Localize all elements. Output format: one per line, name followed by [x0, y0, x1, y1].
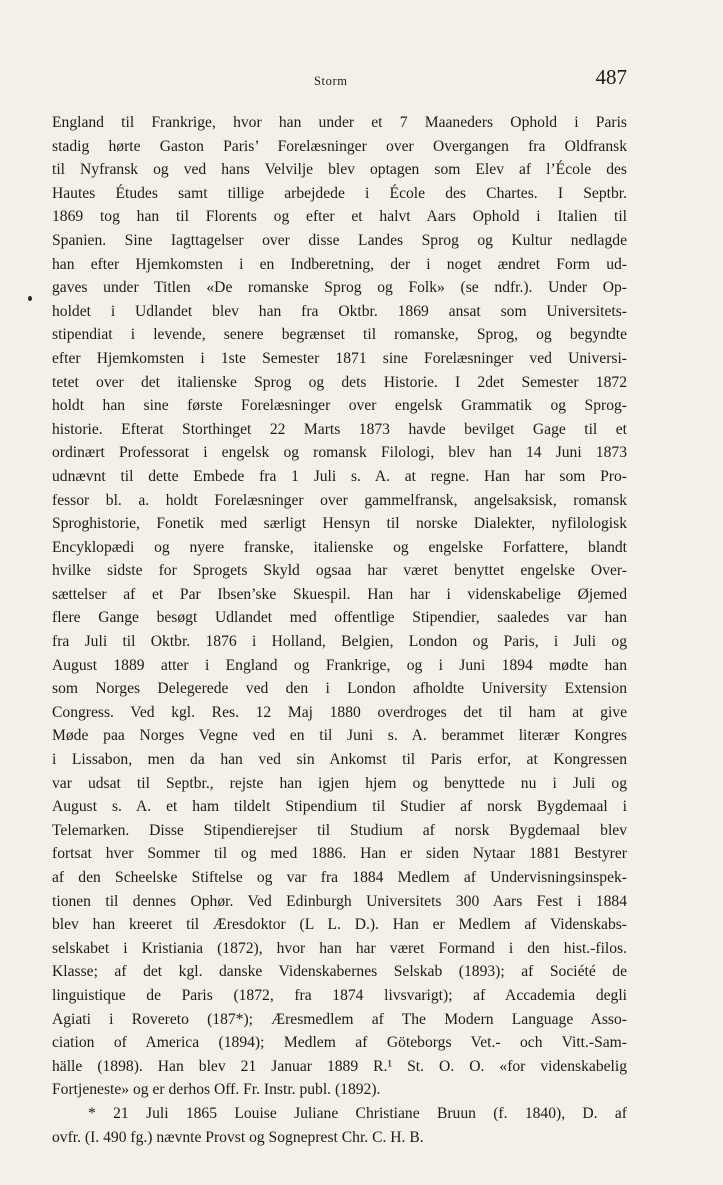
text-line: Klasse; af det kgl. danske Videnskabernes Selskab (1893); af Société de: [52, 963, 627, 981]
text-line: blev han kreeret til Æresdoktor (L L. D.). Han er Medlem af Videnskabs-: [52, 916, 627, 934]
text-line: stadig hørte Gaston Paris’ Forelæsninger over Overgangen fra Oldfransk: [52, 137, 627, 155]
text-line: selskabet i Kristiania (1872), hvor han har været Formand i den hist.-filos.: [52, 939, 627, 957]
text-line: 1869 tog han til Florents og efter et halvt Aars Ophold i Italien til: [52, 208, 627, 226]
text-line: holdt han sine første Forelæsninger over engelsk Grammatik og Sprog-: [52, 397, 627, 415]
text-line: var udsat til Septbr., rejste han igjen hjem og benyttede nu i Juli og: [52, 774, 627, 792]
text-line: fessor bl. a. holdt Forelæsninger over gammelfransk, angelsaksisk, romansk: [52, 491, 627, 509]
text-line: Hautes Études samt tillige arbejdede i École des Chartes. I Septbr.: [52, 184, 627, 202]
text-line: historie. Efterat Storthinget 22 Marts 1873 havde bevilget Gage til et: [52, 420, 627, 438]
text-line: England til Frankrige, hvor han under et 7 Maaneders Ophold i Paris: [52, 114, 627, 131]
text-line: Fortjeneste» og er derhos Off. Fr. Instr. publ. (1892).: [52, 1081, 381, 1099]
text-line: hälle (1898). Han blev 21 Januar 1889 R.¹ St. O. O. «for videnskabelig: [52, 1057, 627, 1075]
text-line: holdet i Udlandet blev han fra Oktbr. 1869 ansat som Universitets-: [52, 302, 627, 320]
text-line: Sproghistorie, Fonetik med særligt Hensyn til norske Dialekter, nyfilologisk: [52, 515, 627, 533]
text-line: hvilke sidste for Sprogets Skyld ogsaa har været benyttet engelske Over-: [52, 562, 627, 580]
text-line: i Lissabon, men da han ved sin Ankomst til Paris erfor, at Kongressen: [52, 751, 627, 769]
text-line: Congress. Ved kgl. Res. 12 Maj 1880 overdroges det til ham at give: [52, 703, 627, 721]
text-line: tetet over det italienske Sprog og dets Historie. I 2det Semester 1872: [52, 373, 627, 391]
page-header: [52, 60, 627, 100]
text-line: fortsat hver Sommer til og med 1886. Han er siden Nytaar 1881 Bestyrer: [52, 845, 627, 863]
running-head: Storm: [314, 74, 348, 88]
text-line: fra Juli til Oktbr. 1876 i Holland, Belgien, London og Paris, i Juli og: [52, 633, 627, 651]
footnote-line: * 21 Juli 1865 Louise Juliane Christiane Bruun (f. 1840), D. af: [88, 1104, 627, 1122]
text-line: som Norges Delegerede ved den i London afholdte University Extension: [52, 680, 627, 698]
text-line: sættelser af et Par Ibsen’ske Skuespil. Han har i videnskabelige Øjemed: [52, 585, 627, 603]
text-line: linguistique de Paris (1872, fra 1874 livsvarigt); af Accademia degli: [52, 986, 627, 1004]
text-line: August 1889 atter i England og Frankrige, og i Juni 1894 mødte han: [52, 656, 627, 674]
text-line: stipendiat i levende, senere begrænset til romanske, Sprog, og begyndte: [52, 326, 627, 344]
text-line: flere Gange besøgt Udlandet med offentlige Stipendier, saaledes var han: [52, 609, 627, 627]
text-line: Spanien. Sine Iagttagelser over disse Landes Sprog og Kultur nedlagde: [52, 231, 627, 249]
text-line: Agiati i Rovereto (187*); Æresmedlem af The Modern Language Asso-: [52, 1010, 627, 1028]
page-number: 487: [595, 65, 627, 89]
text-line: Telemarken. Disse Stipendierejser til Studium af norsk Bygdemaal blev: [52, 821, 627, 839]
text-line: Encyklopædi og nyere franske, italienske og engelske Forfattere, blandt: [52, 538, 627, 556]
text-line: til Nyfransk og ved hans Velvilje blev optagen som Elev af l’École des: [52, 161, 627, 179]
margin-mark: [28, 296, 32, 301]
text-line: af den Scheelske Stiftelse og var fra 1884 Medlem af Undervisningsinspek-: [52, 869, 627, 886]
text-line: Møde paa Norges Vegne ved en til Juni s. A. berammet literær Kongres: [52, 727, 627, 745]
text-line: han efter Hjemkomsten i en Indberetning, der i noget ændret Form ud-: [52, 255, 627, 273]
body-text: [52, 111, 627, 1151]
text-line: tionen til dennes Ophør. Ved Edinburgh Universitets 300 Aars Fest i 1884: [52, 892, 627, 910]
text-line: gaves under Titlen «De romanske Sprog og Folk» (se ndfr.). Under Op-: [52, 279, 627, 297]
text-line: August s. A. et ham tildelt Stipendium til Studier af norsk Bygdemaal i: [52, 798, 627, 816]
text-line: ordinært Professorat i engelsk og romansk Filologi, blev han 14 Juni 1873: [52, 444, 627, 462]
text-line: ciation of America (1894); Medlem af Göteborgs Vet.- och Vitt.-Sam-: [52, 1034, 627, 1052]
text-line: efter Hjemkomsten i 1ste Semester 1871 sine Forelæsninger ved Universi-: [52, 349, 627, 367]
footnote-line: ovfr. (I. 490 fg.) nævnte Provst og Sogneprest Chr. C. H. B.: [52, 1129, 424, 1147]
text-line: udnævnt til dette Embede fra 1 Juli s. A. at regne. Han har som Pro-: [52, 467, 627, 485]
